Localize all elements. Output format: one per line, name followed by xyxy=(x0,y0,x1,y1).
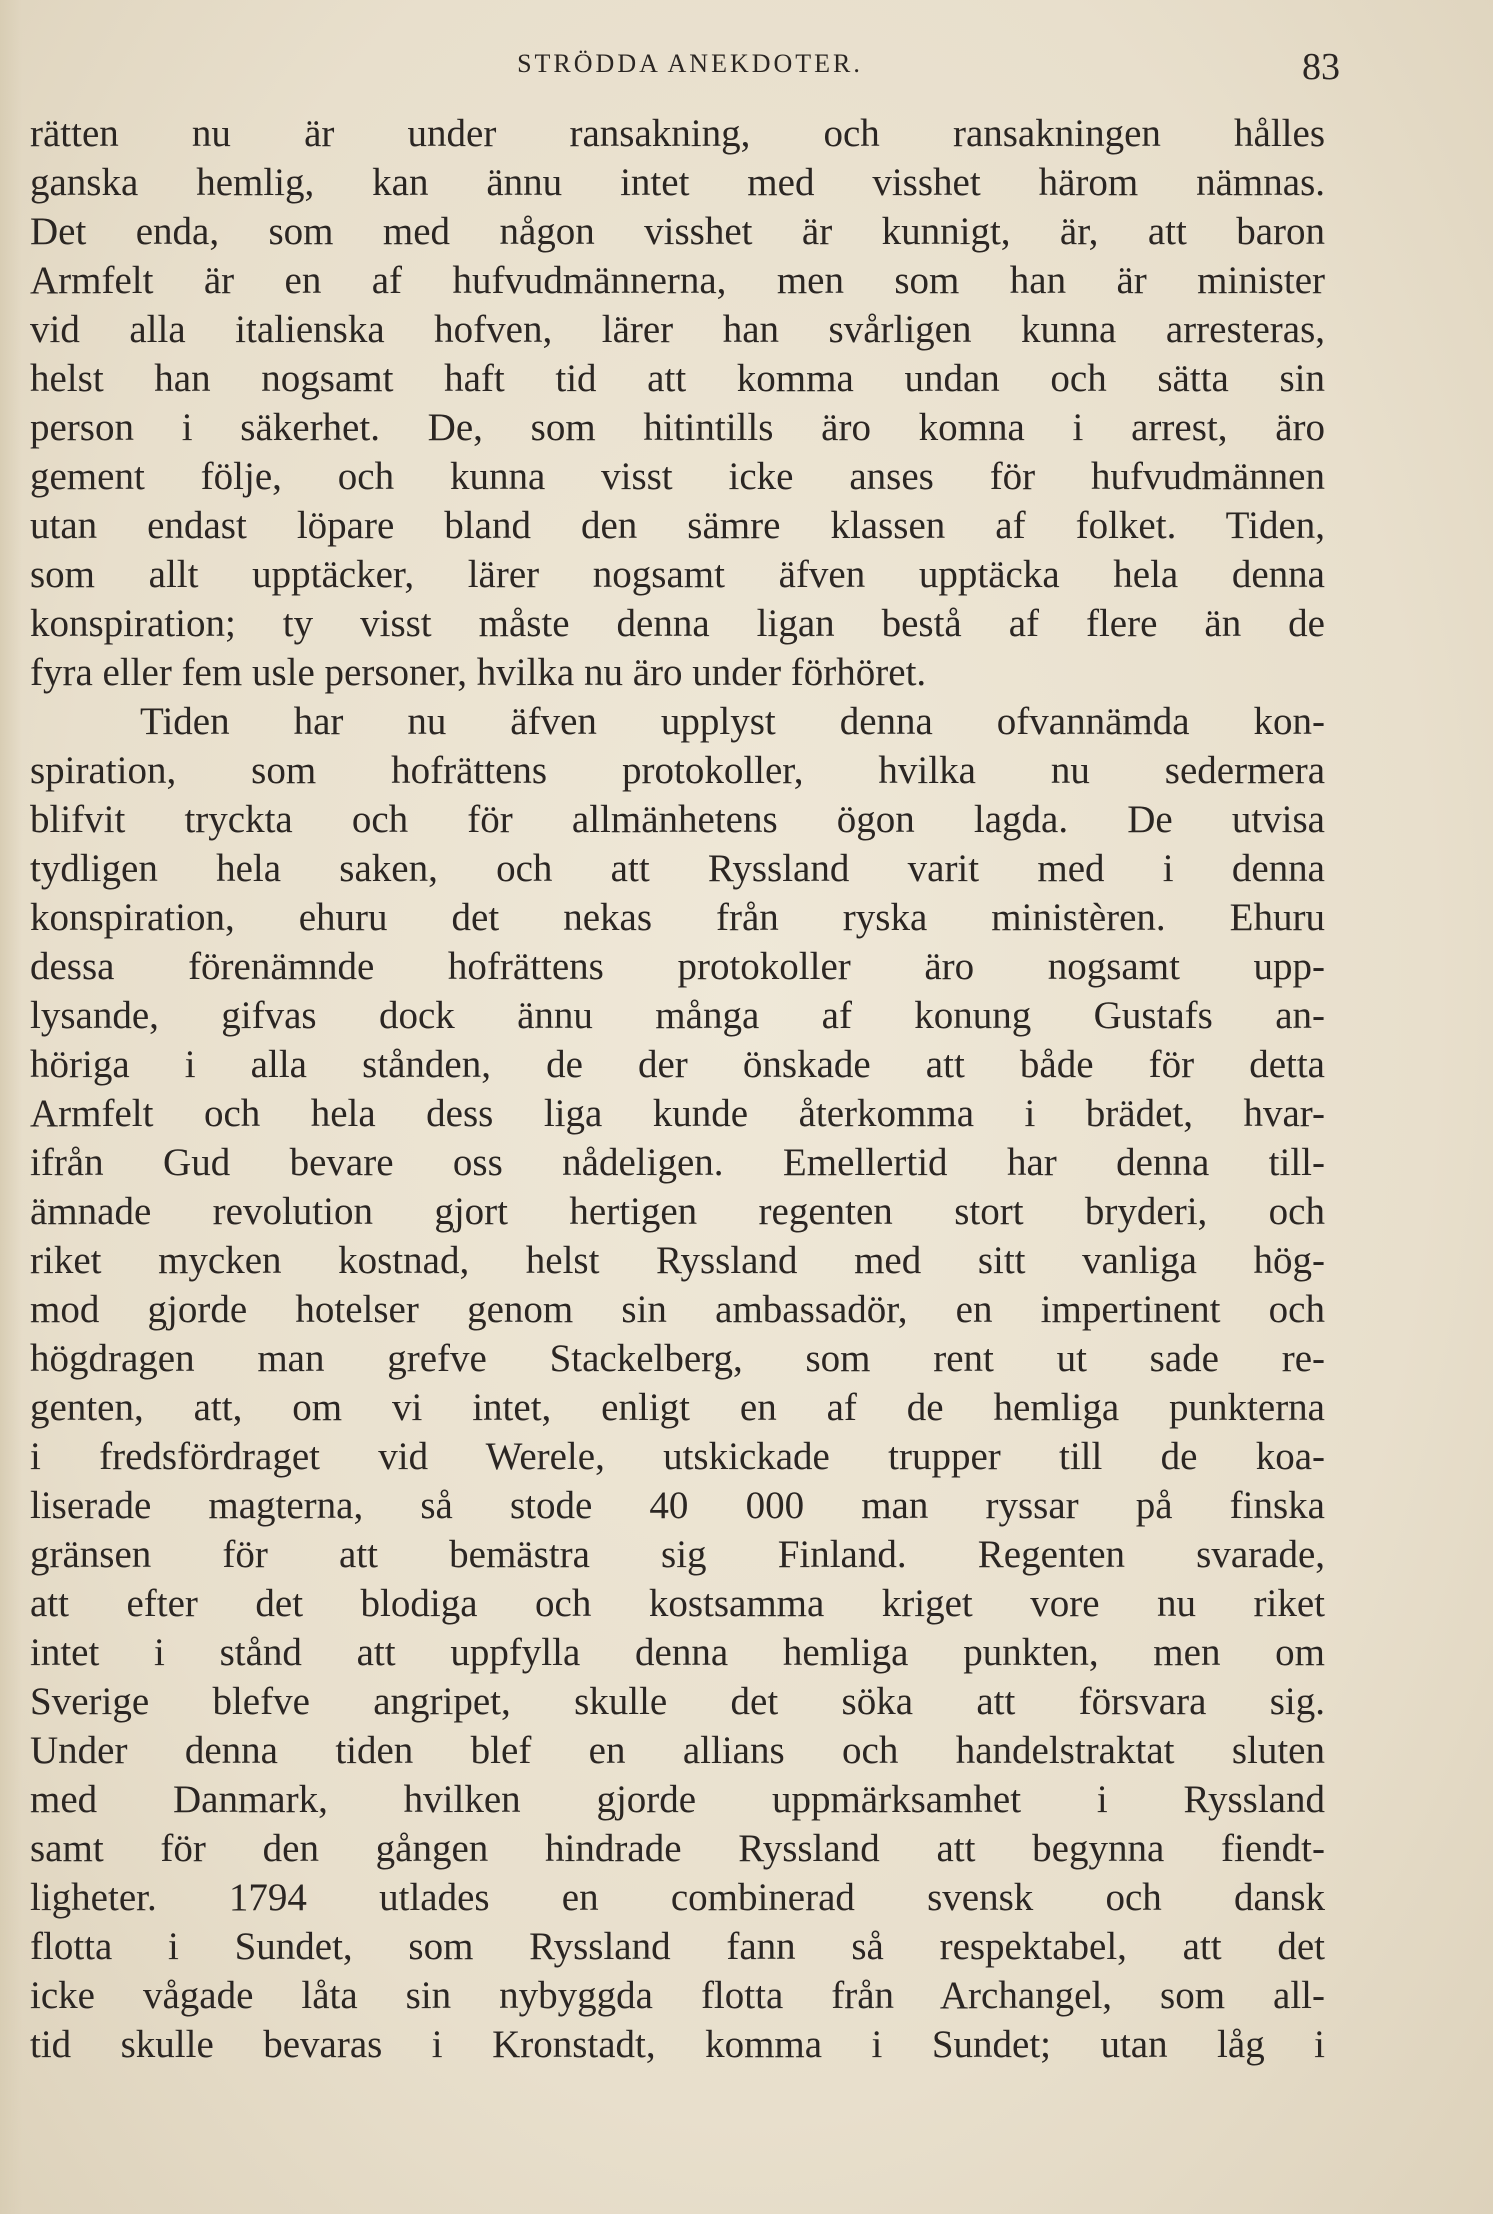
text-line: tydligen hela saken, och att Ryssland varit med i denna xyxy=(30,847,1325,890)
text-line: blifvit tryckta och för allmänhetens ögon lagda. De utvisa xyxy=(30,798,1325,841)
text-line: konspiration, ehuru det nekas från ryska ministèren. Ehuru xyxy=(30,896,1325,939)
text-line: ligheter. 1794 utlades en combinerad svensk och dansk xyxy=(30,1876,1325,1919)
text-line: intet i stånd att uppfylla denna hemliga punkten, men om xyxy=(30,1631,1325,1674)
text-line: samt för den gången hindrade Ryssland att begynna fiendt- xyxy=(30,1827,1325,1870)
text-line: spiration, som hofrättens protokoller, hvilka nu sedermera xyxy=(30,749,1325,792)
text-line: Det enda, som med någon visshet är kunnigt, är, att baron xyxy=(30,210,1325,253)
text-line: Sverige blefve angripet, skulle det söka att försvara sig. xyxy=(30,1680,1325,1723)
text-line: flotta i Sundet, som Ryssland fann så respektabel, att det xyxy=(30,1925,1325,1968)
text-line: liserade magterna, så stode 40 000 man ryssar på finska xyxy=(30,1484,1325,1527)
running-head-title: STRÖDDA ANEKDOTER. xyxy=(517,49,863,78)
text-line: vid alla italienska hofven, lärer han svårligen kunna arresteras, xyxy=(30,308,1325,351)
text-line: icke vågade låta sin nybyggda flotta från Archangel, som all- xyxy=(30,1974,1325,2017)
text-line: gränsen för att bemästra sig Finland. Regenten svarade, xyxy=(30,1533,1325,1576)
text-line: ämnade revolution gjort hertigen regenten stort bryderi, och xyxy=(30,1190,1325,1233)
running-head xyxy=(0,45,1493,95)
text-line: helst han nogsamt haft tid att komma undan och sätta sin xyxy=(30,357,1325,400)
text-line: dessa förenämnde hofrättens protokoller äro nogsamt upp- xyxy=(30,945,1325,988)
text-line: fyra eller fem usle personer, hvilka nu äro under förhöret. xyxy=(30,651,927,694)
text-line: konspiration; ty visst måste denna ligan bestå af flere än de xyxy=(30,602,1325,645)
text-line: person i säkerhet. De, som hitintills äro komna i arrest, äro xyxy=(30,406,1325,449)
text-line: Tiden har nu äfven upplyst denna ofvannämda kon- xyxy=(140,700,1325,743)
text-line: lysande, gifvas dock ännu många af konung Gustafs an- xyxy=(30,994,1325,1037)
text-line: mod gjorde hotelser genom sin ambassadör, en impertinent och xyxy=(30,1288,1325,1331)
text-line: ganska hemlig, kan ännu intet med visshet härom nämnas. xyxy=(30,161,1325,204)
text-line: ifrån Gud bevare oss nådeligen. Emellertid har denna till- xyxy=(30,1141,1325,1184)
text-line: höriga i alla stånden, de der önskade att både för detta xyxy=(30,1043,1325,1086)
text-line: gement följe, och kunna visst icke anses för hufvudmännen xyxy=(30,455,1325,498)
text-line: Armfelt är en af hufvudmännerna, men som han är minister xyxy=(30,259,1325,302)
text-line: utan endast löpare bland den sämre klassen af folket. Tiden, xyxy=(30,504,1325,547)
text-line: rätten nu är under ransakning, och ransakningen hålles xyxy=(30,112,1325,155)
page-number: 83 xyxy=(1302,46,1340,88)
text-line: Armfelt och hela dess liga kunde återkomma i brädet, hvar- xyxy=(30,1092,1325,1135)
text-line: högdragen man grefve Stackelberg, som rent ut sade re- xyxy=(30,1337,1325,1380)
text-line: i fredsfördraget vid Werele, utskickade trupper till de koa- xyxy=(30,1435,1325,1478)
text-line: Under denna tiden blef en allians och handelstraktat sluten xyxy=(30,1729,1325,1772)
text-line: riket mycken kostnad, helst Ryssland med sitt vanliga hög- xyxy=(30,1239,1325,1282)
text-line: genten, att, om vi intet, enligt en af de hemliga punkterna xyxy=(30,1386,1325,1429)
page-edge-shadow xyxy=(0,0,22,2214)
text-line: tid skulle bevaras i Kronstadt, komma i Sundet; utan låg i xyxy=(30,2023,1325,2066)
text-line: med Danmark, hvilken gjorde uppmärksamhet i Ryssland xyxy=(30,1778,1325,1821)
text-line: att efter det blodiga och kostsamma kriget vore nu riket xyxy=(30,1582,1325,1625)
text-line: som allt upptäcker, lärer nogsamt äfven upptäcka hela denna xyxy=(30,553,1325,596)
